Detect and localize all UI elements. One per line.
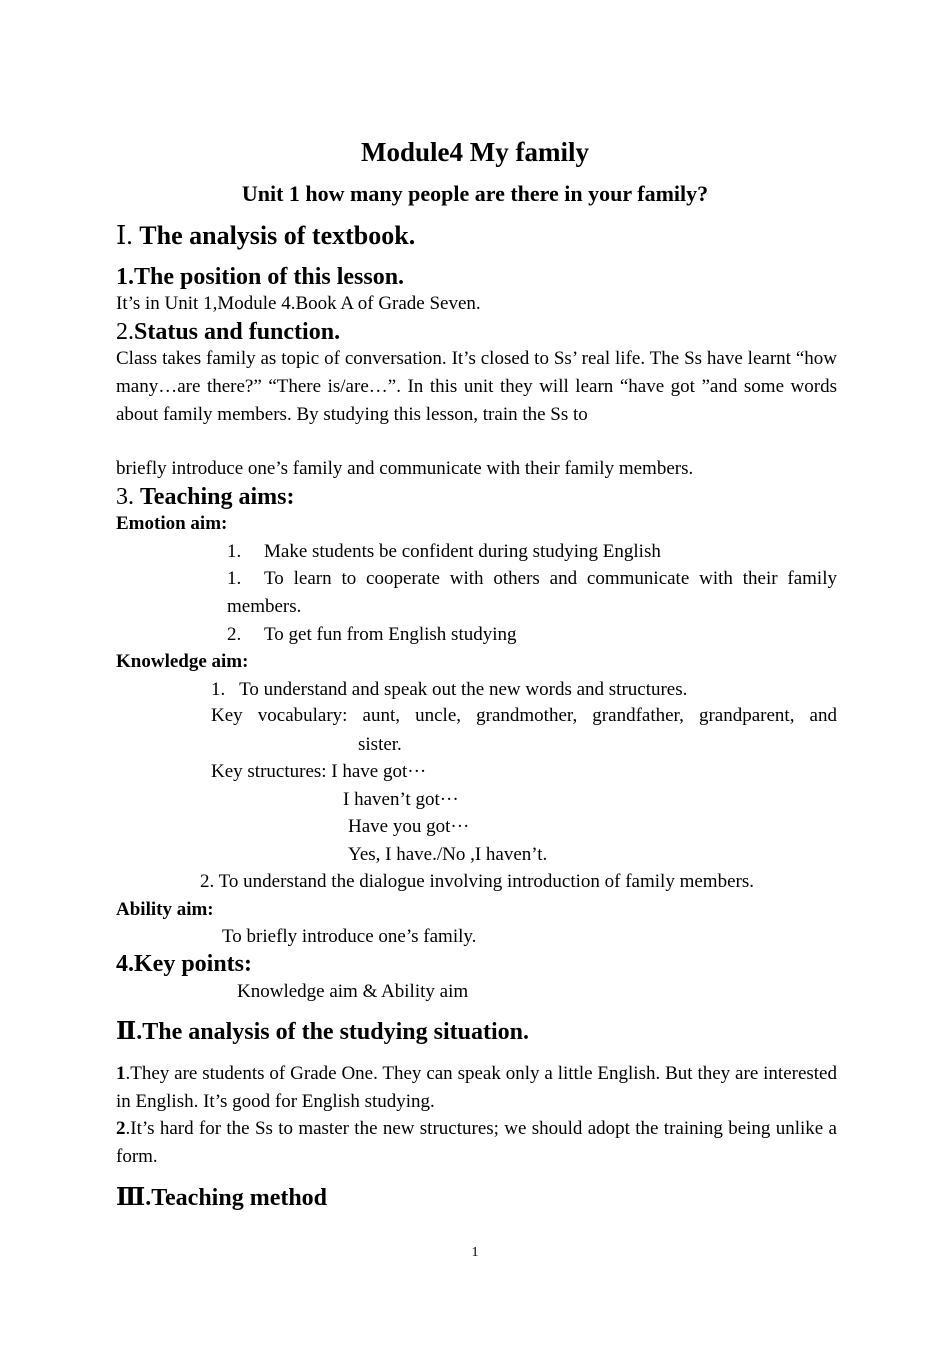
key-points-text: Knowledge aim & Ability aim xyxy=(237,981,469,1002)
emotion-item xyxy=(227,542,661,561)
status-title: Status and function. xyxy=(134,319,341,345)
emotion-item-number: 1. xyxy=(227,568,242,589)
situation-item-text: .It’s hard for the Ss to master the new structures; we should adopt the training being unlike a form. xyxy=(116,1118,837,1167)
situation-item-number: 2 xyxy=(116,1118,126,1139)
key-points-heading: 4.Key points: xyxy=(116,951,253,977)
key-vocabulary-continued: sister. xyxy=(358,734,402,755)
situation-item xyxy=(116,1060,837,1116)
emotion-item-number: 1. xyxy=(227,541,242,562)
knowledge-aim-label: Knowledge aim: xyxy=(116,651,249,672)
ability-aim-text: To briefly introduce one’s family. xyxy=(222,926,477,947)
document-subtitle: Unit 1 how many people are there in your family? xyxy=(241,181,709,206)
ability-aim-label: Ability aim: xyxy=(116,899,214,920)
status-heading xyxy=(116,320,340,344)
status-number: 2. xyxy=(116,319,134,345)
key-structures-label: Key structures: I have got··· xyxy=(211,761,427,782)
status-paragraph: Class takes family as topic of conversation. It’s closed to Ss’ real life. The Ss have learnt “how many…are there?” “There is/are…”. In this unit they will learn “have got ”and some words about family members. By studying this lesson, train the Ss to xyxy=(116,348,837,425)
key-structure: Have you got··· xyxy=(348,816,470,837)
position-text: It’s in Unit 1,Module 4.Book A of Grade Seven. xyxy=(116,293,481,314)
document-title: Module4 My family xyxy=(361,137,589,167)
key-vocabulary: Key vocabulary: aunt, uncle, grandmother, grandfather, grandparent, and xyxy=(211,705,837,726)
position-heading: 1.The position of this lesson. xyxy=(116,264,405,290)
emotion-item-text: To learn to cooperate with others and communicate with their family members. xyxy=(227,568,837,617)
emotion-aim-label: Emotion aim: xyxy=(116,513,228,534)
key-structure: Yes, I have./No ,I haven’t. xyxy=(348,844,548,865)
page-number: 1 xyxy=(471,1245,479,1260)
emotion-item-text: Make students be confident during studying English xyxy=(264,541,661,562)
section-1-title: The analysis of textbook. xyxy=(139,221,416,250)
teaching-aims-number: 3. xyxy=(116,484,134,510)
teaching-aims-heading xyxy=(116,485,294,509)
teaching-aims-title: Teaching aims: xyxy=(140,484,295,510)
situation-item-number: 1 xyxy=(116,1063,126,1084)
emotion-item-number: 2. xyxy=(227,624,242,645)
knowledge-item-2: 2. To understand the dialogue involving introduction of family members. xyxy=(200,871,754,892)
key-structure: I haven’t got··· xyxy=(343,789,459,810)
emotion-item-text: To get fun from English studying xyxy=(264,624,517,645)
emotion-item xyxy=(227,625,517,644)
emotion-item xyxy=(227,565,837,621)
section-3-heading: Ⅲ.Teaching method xyxy=(116,1185,328,1211)
section-1-numeral: Ⅰ. xyxy=(116,221,133,250)
status-paragraph-continued: briefly introduce one’s family and communicate with their family members. xyxy=(116,458,694,479)
section-2-heading: Ⅱ.The analysis of the studying situation. xyxy=(116,1019,529,1045)
section-1-heading xyxy=(116,223,415,249)
situation-item xyxy=(116,1115,837,1171)
situation-item-text: .They are students of Grade One. They can speak only a little English. But they are interested in English. It’s good for English studying. xyxy=(116,1063,837,1112)
knowledge-item-1: 1. To understand and speak out the new words and structures. xyxy=(211,679,688,700)
